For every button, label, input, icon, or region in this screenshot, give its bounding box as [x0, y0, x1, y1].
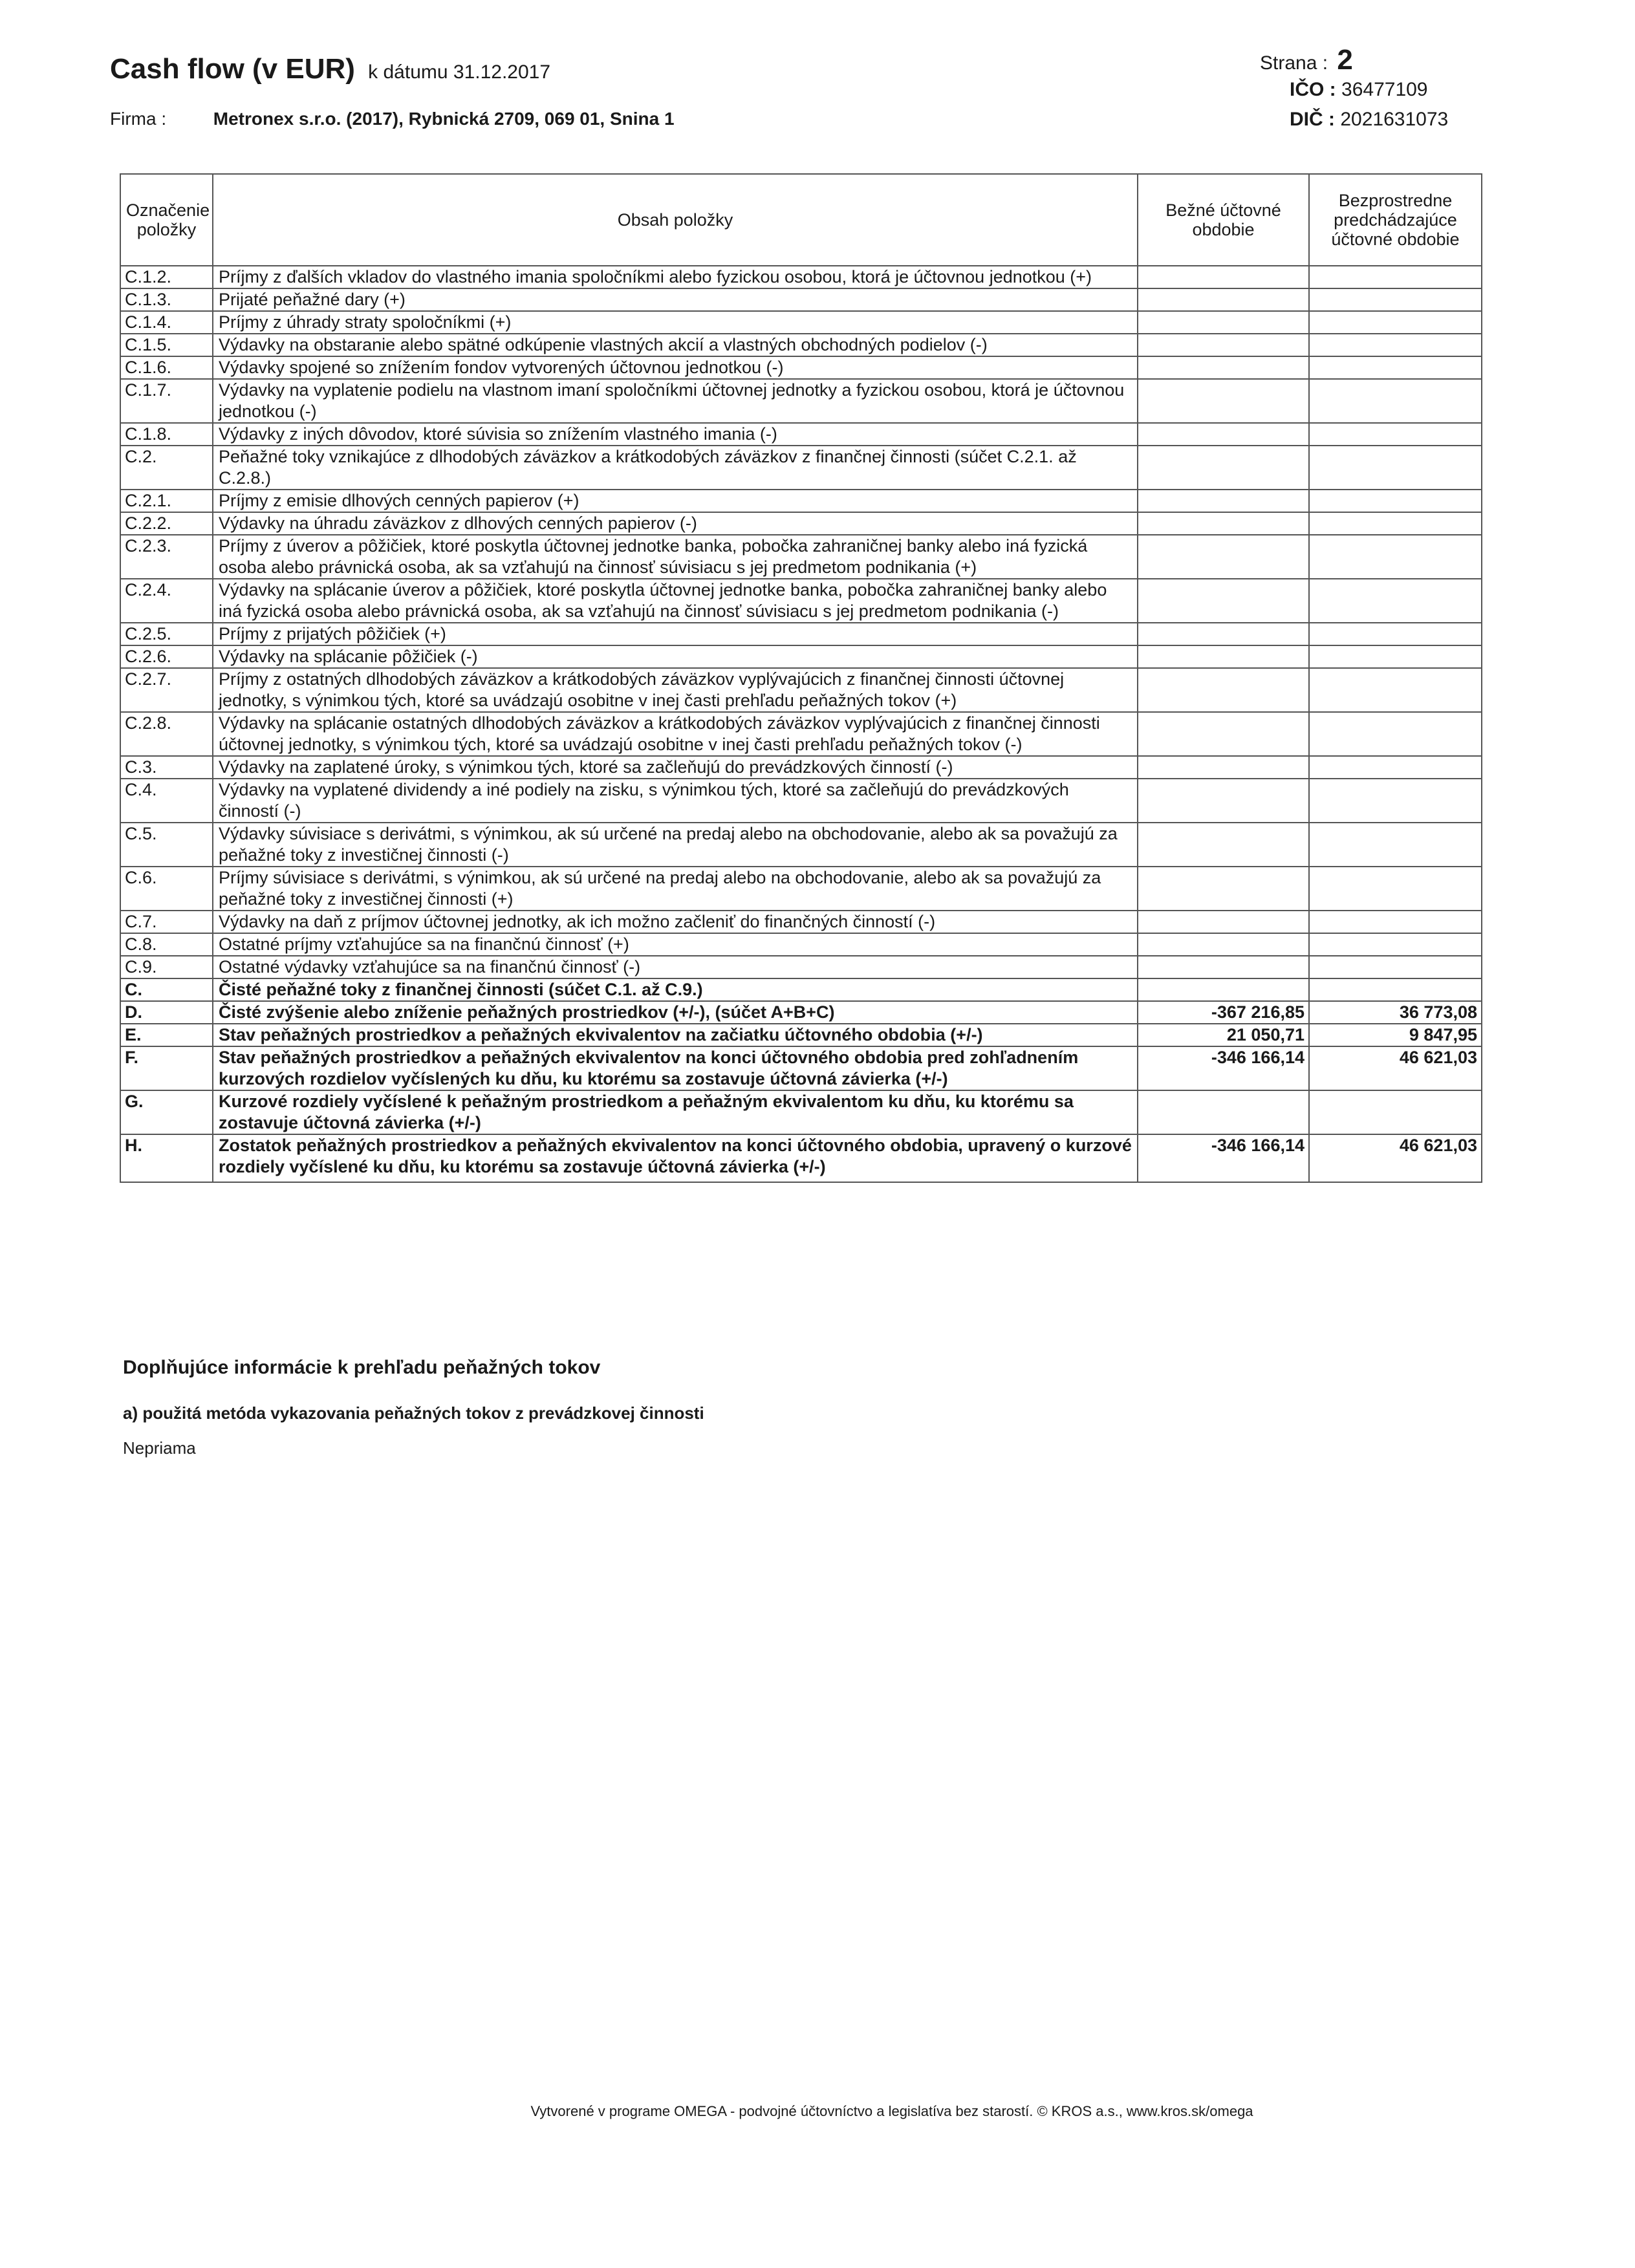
row-desc: Stav peňažných prostriedkov a peňažných ekvivalentov na konci účtovného obdobia pred zohľadnením kurzových rozdielov vyčíslených ku dňu, ku ktorému sa zostavuje účtovná závierka (+/-): [213, 1046, 1138, 1090]
row-desc: Ostatné príjmy vzťahujúce sa na finančnú činnosť (+): [213, 933, 1138, 956]
row-previous: [1309, 446, 1482, 490]
document-title: [110, 53, 550, 85]
table-row: [120, 311, 1482, 334]
footer-text: Vytvorené v programe OMEGA - podvojné účtovníctvo a legislatíva bez starostí. © KROS a.s., www.kros.sk/omega: [530, 2103, 1253, 2119]
row-current: [1138, 334, 1309, 356]
row-code: C.6.: [120, 867, 213, 911]
row-current: [1138, 356, 1309, 379]
row-code: F.: [120, 1046, 213, 1090]
row-desc: Príjmy z ďalších vkladov do vlastného imania spoločníkmi alebo fyzickou osobou, ktorá je účtovnou jednotkou (+): [213, 266, 1138, 288]
table-row: [120, 823, 1482, 867]
row-code: C.2.5.: [120, 623, 213, 645]
row-previous: [1309, 266, 1482, 288]
header-code: Označenie položky: [120, 174, 213, 266]
table-header-row: [120, 174, 1482, 266]
row-previous: 36 773,08: [1309, 1001, 1482, 1024]
table-row: [120, 712, 1482, 756]
row-previous: 46 621,03: [1309, 1134, 1482, 1182]
row-previous: [1309, 712, 1482, 756]
table-row: [120, 379, 1482, 423]
table-row: [120, 579, 1482, 623]
table-row: [120, 911, 1482, 933]
row-previous: [1309, 356, 1482, 379]
row-code: C.2.2.: [120, 512, 213, 535]
row-current: [1138, 668, 1309, 712]
title-date: k dátumu 31.12.2017: [368, 61, 551, 83]
row-code: H.: [120, 1134, 213, 1182]
table-row: [120, 779, 1482, 823]
row-desc: Výdavky na daň z príjmov účtovnej jednotky, ak ich možno začleniť do finančných činností (-): [213, 911, 1138, 933]
row-current: [1138, 579, 1309, 623]
row-code: C.9.: [120, 956, 213, 978]
row-code: C.1.3.: [120, 288, 213, 311]
row-desc: Výdavky na splácanie ostatných dlhodobých záväzkov a krátkodobých záväzkov vyplývajúcich z finančnej činnosti účtovnej jednotky, s výnimkou tých, ktoré sa uvádzajú osobitne v inej časti prehľadu peňažných tokov (-): [213, 712, 1138, 756]
table-row: [120, 490, 1482, 512]
row-code: C.2.1.: [120, 490, 213, 512]
row-previous: [1309, 933, 1482, 956]
header-current: Bežné účtovné obdobie: [1138, 174, 1309, 266]
row-previous: [1309, 956, 1482, 978]
row-previous: [1309, 512, 1482, 535]
row-code: C.1.5.: [120, 334, 213, 356]
row-desc: Výdavky na zaplatené úroky, s výnimkou tých, ktoré sa začleňujú do prevádzkových činností (-): [213, 756, 1138, 779]
row-current: 21 050,71: [1138, 1024, 1309, 1046]
row-current: [1138, 535, 1309, 579]
table-row: [120, 956, 1482, 978]
row-current: [1138, 423, 1309, 446]
method-value: Nepriama: [123, 1438, 196, 1458]
row-previous: 46 621,03: [1309, 1046, 1482, 1090]
row-desc: Výdavky na úhradu záväzkov z dlhových cenných papierov (-): [213, 512, 1138, 535]
notes-heading: Doplňujúce informácie k prehľadu peňažných tokov: [123, 1357, 601, 1378]
table-row: [120, 1046, 1482, 1090]
row-current: [1138, 911, 1309, 933]
table-row: [120, 1024, 1482, 1046]
row-previous: 9 847,95: [1309, 1024, 1482, 1046]
row-previous: [1309, 823, 1482, 867]
table-row: [120, 645, 1482, 668]
row-code: C.4.: [120, 779, 213, 823]
table-row: [120, 535, 1482, 579]
row-code: C.1.4.: [120, 311, 213, 334]
row-desc: Príjmy z ostatných dlhodobých záväzkov a krátkodobých záväzkov vyplývajúcich z finančnej činnosti účtovnej jednotky, s výnimkou tých, ktoré sa uvádzajú osobitne v inej časti prehľadu peňažných tokov (+): [213, 668, 1138, 712]
row-current: [1138, 446, 1309, 490]
row-code: C.8.: [120, 933, 213, 956]
table-body: [120, 266, 1482, 1182]
row-code: E.: [120, 1024, 213, 1046]
row-code: C.1.6.: [120, 356, 213, 379]
header-previous: Bezprostredne predchádzajúce účtovné obdobie: [1309, 174, 1482, 266]
row-code: C.1.8.: [120, 423, 213, 446]
row-previous: [1309, 867, 1482, 911]
row-current: [1138, 867, 1309, 911]
table-row: [120, 423, 1482, 446]
company-line: [110, 109, 675, 129]
table-row: [120, 356, 1482, 379]
firma-value: Metronex s.r.o. (2017), Rybnická 2709, 069 01, Snina 1: [213, 109, 675, 129]
row-desc: Príjmy z prijatých pôžičiek (+): [213, 623, 1138, 645]
row-desc: Výdavky na splácanie úverov a pôžičiek, ktoré poskytla účtovnej jednotke banka, pobočka zahraničnej banky alebo iná fyzická osoba alebo právnická osoba, ak sa vzťahujú na činnosť súvisiacu s jej predmetom podnikania (-): [213, 579, 1138, 623]
row-code: C.2.: [120, 446, 213, 490]
row-current: [1138, 490, 1309, 512]
row-desc: Peňažné toky vznikajúce z dlhodobých záväzkov a krátkodobých záväzkov z finančnej činnosti (súčet C.2.1. až C.2.8.): [213, 446, 1138, 490]
row-desc: Príjmy súvisiace s derivátmi, s výnimkou, ak sú určené na predaj alebo na obchodovanie, alebo ak sa považujú za peňažné toky z investičnej činnosti (+): [213, 867, 1138, 911]
row-current: [1138, 823, 1309, 867]
header-desc: Obsah položky: [213, 174, 1138, 266]
table-row: [120, 933, 1482, 956]
table-row: [120, 1001, 1482, 1024]
row-code: G.: [120, 1090, 213, 1134]
row-desc: Výdavky na obstaranie alebo spätné odkúpenie vlastných akcií a vlastných obchodných podielov (-): [213, 334, 1138, 356]
row-desc: Výdavky z iných dôvodov, ktoré súvisia so znížením vlastného imania (-): [213, 423, 1138, 446]
dic-label: DIČ :: [1290, 109, 1335, 130]
table-row: [120, 1134, 1482, 1182]
row-current: [1138, 779, 1309, 823]
row-code: C.2.7.: [120, 668, 213, 712]
row-code: C.2.4.: [120, 579, 213, 623]
row-current: [1138, 978, 1309, 1001]
ico-label: IČO :: [1290, 79, 1336, 100]
row-previous: [1309, 668, 1482, 712]
table-row: [120, 266, 1482, 288]
ico-value: 36477109: [1341, 79, 1428, 100]
firma-label: Firma :: [110, 109, 167, 129]
strana-label: Strana :: [1260, 52, 1328, 74]
row-previous: [1309, 779, 1482, 823]
row-current: -346 166,14: [1138, 1134, 1309, 1182]
row-desc: Zostatok peňažných prostriedkov a peňažných ekvivalentov na konci účtovného obdobia, upravený o kurzové rozdiely vyčíslené ku dňu, ku ktorému sa zostavuje účtovná závierka (+/-): [213, 1134, 1138, 1182]
header-ids: [1260, 45, 1473, 135]
row-code: C.1.7.: [120, 379, 213, 423]
row-code: C.: [120, 978, 213, 1001]
row-current: [1138, 712, 1309, 756]
row-code: C.1.2.: [120, 266, 213, 288]
row-current: [1138, 311, 1309, 334]
dic-value: 2021631073: [1340, 109, 1449, 130]
row-code: D.: [120, 1001, 213, 1024]
table-row: [120, 288, 1482, 311]
row-previous: [1309, 334, 1482, 356]
row-previous: [1309, 978, 1482, 1001]
row-previous: [1309, 756, 1482, 779]
row-previous: [1309, 288, 1482, 311]
row-code: C.2.3.: [120, 535, 213, 579]
row-current: [1138, 756, 1309, 779]
row-previous: [1309, 311, 1482, 334]
row-desc: Výdavky na splácanie pôžičiek (-): [213, 645, 1138, 668]
row-code: C.7.: [120, 911, 213, 933]
table-row: [120, 867, 1482, 911]
row-code: C.3.: [120, 756, 213, 779]
row-desc: Príjmy z úhrady straty spoločníkmi (+): [213, 311, 1138, 334]
cash-flow-table: [120, 173, 1482, 1183]
table-row: [120, 512, 1482, 535]
row-desc: Príjmy z emisie dlhových cenných papierov (+): [213, 490, 1138, 512]
row-desc: Čisté zvýšenie alebo zníženie peňažných prostriedkov (+/-), (súčet A+B+C): [213, 1001, 1138, 1024]
row-current: [1138, 645, 1309, 668]
row-current: [1138, 379, 1309, 423]
table-row: [120, 756, 1482, 779]
row-desc: Stav peňažných prostriedkov a peňažných ekvivalentov na začiatku účtovného obdobia (+/-): [213, 1024, 1138, 1046]
table-row: [120, 334, 1482, 356]
method-label: a) použitá metóda vykazovania peňažných tokov z prevádzkovej činnosti: [123, 1403, 704, 1423]
page-number-row: [1260, 45, 1473, 75]
row-previous: [1309, 1090, 1482, 1134]
row-desc: Výdavky súvisiace s derivátmi, s výnimkou, ak sú určené na predaj alebo na obchodovanie, alebo ak sa považujú za peňažné toky z investičnej činnosti (-): [213, 823, 1138, 867]
row-code: C.5.: [120, 823, 213, 867]
row-current: [1138, 623, 1309, 645]
table-row: [120, 978, 1482, 1001]
row-desc: Prijaté peňažné dary (+): [213, 288, 1138, 311]
row-previous: [1309, 645, 1482, 668]
row-desc: Čisté peňažné toky z finančnej činnosti (súčet C.1. až C.9.): [213, 978, 1138, 1001]
row-desc: Kurzové rozdiely vyčíslené k peňažným prostriedkom a peňažným ekvivalentom ku dňu, ku ktorému sa zostavuje účtovná závierka (+/-): [213, 1090, 1138, 1134]
row-previous: [1309, 490, 1482, 512]
row-previous: [1309, 379, 1482, 423]
table-row: [120, 623, 1482, 645]
row-desc: Výdavky spojené so znížením fondov vytvorených účtovnou jednotkou (-): [213, 356, 1138, 379]
row-previous: [1309, 623, 1482, 645]
row-desc: Výdavky na vyplatené dividendy a iné podiely na zisku, s výnimkou tých, ktoré sa začleňujú do prevádzkových činností (-): [213, 779, 1138, 823]
row-current: -346 166,14: [1138, 1046, 1309, 1090]
title-text: Cash flow (v EUR): [110, 53, 355, 85]
row-previous: [1309, 579, 1482, 623]
row-previous: [1309, 911, 1482, 933]
row-current: [1138, 1090, 1309, 1134]
row-desc: Ostatné výdavky vzťahujúce sa na finančnú činnosť (-): [213, 956, 1138, 978]
table-row: [120, 1090, 1482, 1134]
strana-value: 2: [1337, 44, 1353, 76]
row-current: [1138, 266, 1309, 288]
dic-row: [1260, 105, 1473, 135]
row-current: [1138, 288, 1309, 311]
table-row: [120, 668, 1482, 712]
row-code: C.2.6.: [120, 645, 213, 668]
table-row: [120, 446, 1482, 490]
row-current: -367 216,85: [1138, 1001, 1309, 1024]
row-current: [1138, 933, 1309, 956]
row-desc: Výdavky na vyplatenie podielu na vlastnom imaní spoločníkmi účtovnej jednotky a fyzickou osobou, ktorá je účtovnou jednotkou (-): [213, 379, 1138, 423]
row-previous: [1309, 423, 1482, 446]
row-current: [1138, 512, 1309, 535]
ico-row: [1260, 75, 1473, 105]
row-previous: [1309, 535, 1482, 579]
row-code: C.2.8.: [120, 712, 213, 756]
row-current: [1138, 956, 1309, 978]
row-desc: Príjmy z úverov a pôžičiek, ktoré poskytla účtovnej jednotke banka, pobočka zahraničnej banky alebo iná fyzická osoba alebo právnická osoba, ak sa vzťahujú na činnosť súvisiacu s jej predmetom podnikania (+): [213, 535, 1138, 579]
